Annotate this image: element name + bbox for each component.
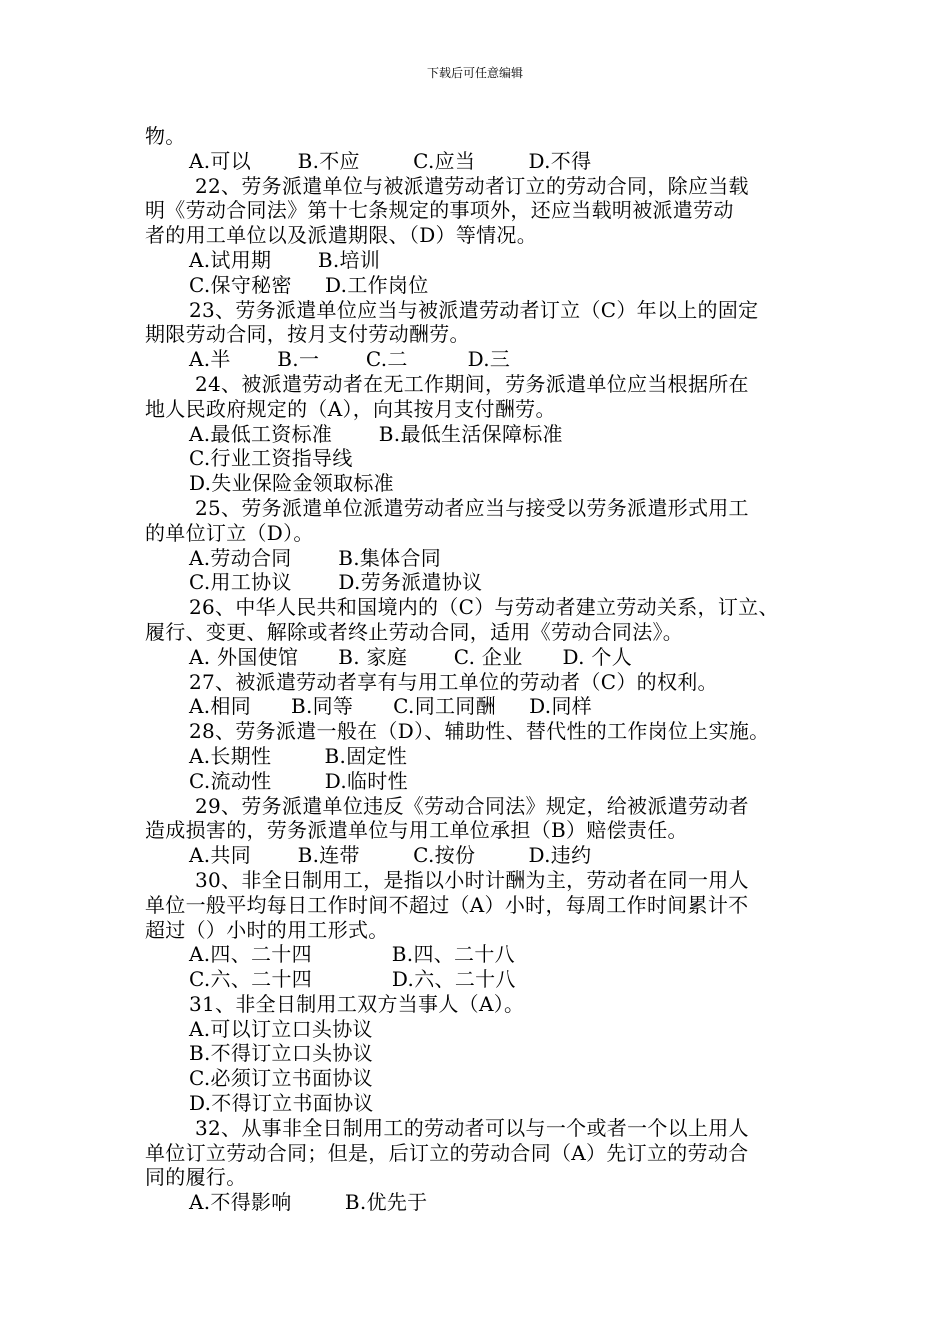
option-line: C.六、二十四 D.六、二十八 — [189, 967, 516, 992]
option-line: A.共同 B.连带 C.按份 D.违约 — [189, 843, 592, 868]
option-line: A. 外国使馆 B. 家庭 C. 企业 D. 个人 — [189, 644, 633, 669]
option-line: A.长期性 B.固定性 — [189, 743, 408, 768]
text-line: 地人民政府规定的（A），向其按月支付酬劳。 — [145, 396, 556, 421]
option-line: C.行业工资指导线 — [189, 446, 353, 471]
text-line: 29、劳务派遣单位违反《劳动合同法》规定，给被派遣劳动者 — [195, 793, 749, 818]
document-body — [145, 124, 825, 1215]
text-line: 者的用工单位以及派遣期限、（D）等情况。 — [145, 223, 538, 248]
option-line: A.劳动合同 B.集体合同 — [189, 545, 442, 570]
page-header: 下载后可任意编辑 — [426, 66, 523, 80]
option-line: A.半 B.一 C.二 D.三 — [189, 347, 511, 372]
text-line: 22、劳务派遣单位与被派遣劳动者订立的劳动合同，除应当载 — [195, 173, 749, 198]
option-line: A.不得影响 B.优先于 — [189, 1190, 428, 1215]
text-line: 31、非全日制用工双方当事人（A）。 — [189, 991, 525, 1016]
option-line: A.相同 B.同等 C.同工同酬 D.同样 — [189, 694, 593, 719]
option-line: C.流动性 D.临时性 — [189, 768, 408, 793]
option-line: A.四、二十四 B.四、二十八 — [189, 942, 515, 967]
text-line: 24、被派遣劳动者在无工作期间，劳务派遣单位应当根据所在 — [195, 371, 749, 396]
option-line: A.最低工资标准 B.最低生活保障标准 — [189, 421, 563, 446]
option-line: A.可以 B.不应 C.应当 D.不得 — [189, 148, 592, 173]
option-line: D.不得订立书面协议 — [189, 1091, 374, 1116]
text-line: 超过（）小时的用工形式。 — [145, 917, 389, 942]
text-line: 物。 — [145, 124, 186, 148]
option-line: C.必须订立书面协议 — [189, 1066, 373, 1091]
text-line: 同的履行。 — [145, 1165, 247, 1190]
text-line: 履行、变更、解除或者终止劳动合同，适用《劳动合同法》。 — [145, 619, 684, 644]
option-line: A.可以订立口头协议 — [189, 1016, 373, 1041]
text-line: 32、从事非全日制用工的劳动者可以与一个或者一个以上用人 — [195, 1115, 749, 1140]
text-line: 明《劳动合同法》第十七条规定的事项外，还应当载明被派遣劳动 — [145, 198, 734, 223]
text-line: 28、劳务派遣一般在（D）、辅助性、替代性的工作岗位上实施。 — [189, 719, 770, 744]
text-line: 的单位订立（D）。 — [145, 520, 314, 545]
text-line: 23、劳务派遣单位应当与被派遣劳动者订立（C）年以上的固定 — [189, 297, 759, 322]
text-line: 27、被派遣劳动者享有与用工单位的劳动者（C）的权利。 — [189, 669, 718, 694]
text-line: 单位一般平均每日工作时间不超过（A）小时，每周工作时间累计不 — [145, 892, 749, 917]
option-line: C.保守秘密 D.工作岗位 — [189, 272, 429, 297]
option-line: C.用工协议 D.劳务派遣协议 — [189, 570, 483, 595]
text-line: 单位订立劳动合同；但是，后订立的劳动合同（A）先订立的劳动合 — [145, 1140, 749, 1165]
text-line: 26、中华人民共和国境内的（C）与劳动者建立劳动关系，订立、 — [189, 595, 779, 620]
text-line: 期限劳动合同，按月支付劳动酬劳。 — [145, 322, 470, 347]
text-line: 30、非全日制用工，是指以小时计酬为主，劳动者在同一用人 — [195, 867, 749, 892]
option-line: D.失业保险金领取标准 — [189, 471, 394, 496]
option-line: B.不得订立口头协议 — [189, 1041, 374, 1066]
option-line: A.试用期 B.培训 — [189, 247, 381, 272]
text-line: 25、劳务派遣单位派遣劳动者应当与接受以劳务派遣形式用工 — [195, 495, 749, 520]
text-line: 造成损害的，劳务派遣单位与用工单位承担（B）赔偿责任。 — [145, 818, 688, 843]
